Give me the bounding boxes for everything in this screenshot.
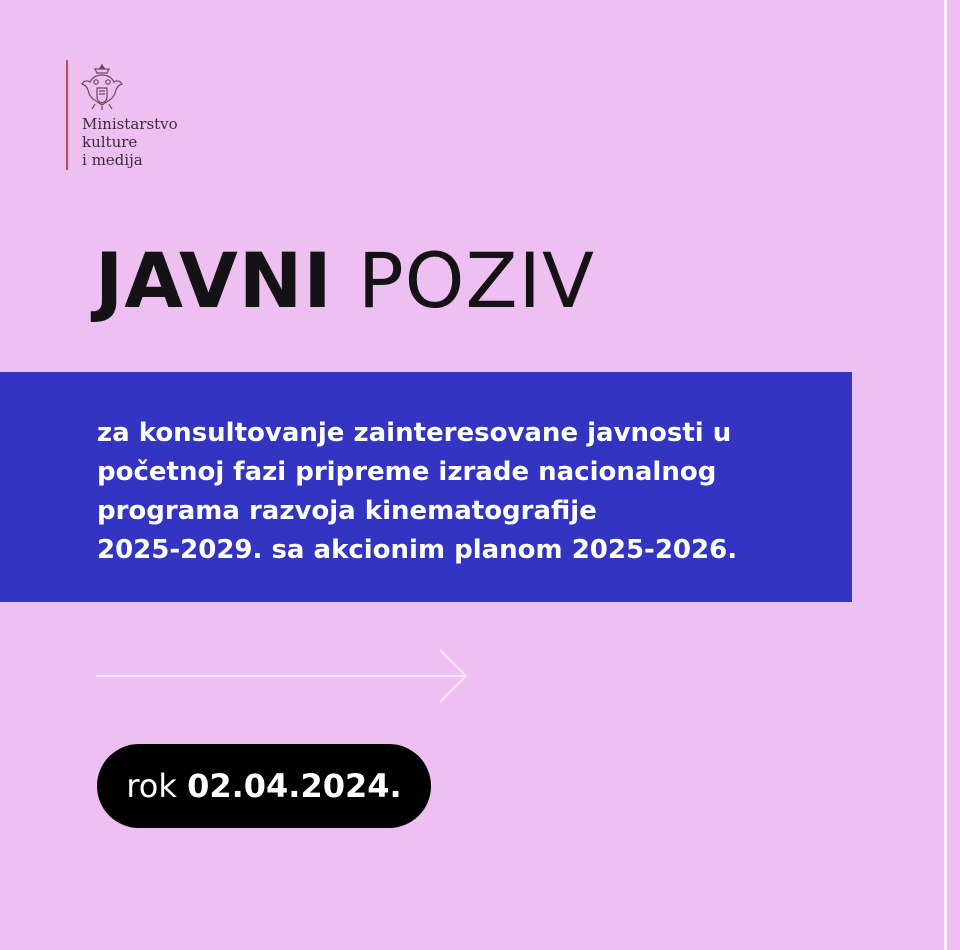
deadline-label: rok [126,767,177,805]
ministry-name-line-2: kulture [82,133,138,151]
ministry-name-line-1: Ministarstvo [82,115,178,133]
description-line-2: početnoj fazi pripreme izrade nacionalnog [97,457,717,487]
deadline-date: 02.04.2024. [187,767,402,805]
title-light-word: POZIV [357,236,595,325]
description-line-3: programa razvoja kinematografije [97,496,597,526]
description-line-1: za konsultovanje zainteresovane javnosti u [97,418,732,448]
ministry-name [82,115,178,169]
title-bold-word: JAVNI [95,236,333,325]
description-line-4: 2025-2029. sa akcionim planom 2025-2026. [97,535,738,565]
ministry-name-line-3: i medija [82,151,143,169]
coat-of-arms-icon [80,62,124,112]
ministry-logo [66,60,206,172]
right-edge-line [944,0,947,950]
description-text [97,414,837,570]
arrow-right-icon [96,648,472,704]
logo-divider-rule [66,60,68,170]
deadline-badge [97,744,431,828]
page-title [95,236,595,326]
